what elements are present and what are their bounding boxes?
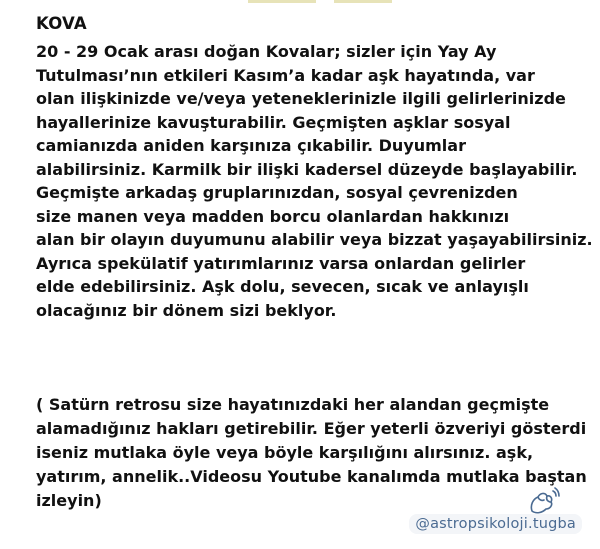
- paragraph-line: olacağınız bir dönem sizi beklyor.: [36, 300, 337, 320]
- note-line: iseniz mutlaka öyle veya böyle karşılığını alırsınız. aşk,: [36, 443, 534, 462]
- saturn-retro-note: [36, 393, 587, 513]
- paragraph-line: Ayrıca spekülatif yatırımlarınız varsa onlardan gelirler: [36, 253, 526, 273]
- paragraph-line: alabilirsiniz. Karmilk bir ilişki kadersel düzeyde başlayabilir.: [36, 159, 578, 179]
- paragraph-line: 20 - 29 Ocak arası doğan Kovalar; sizler için Yay Ay: [36, 42, 497, 61]
- paragraph-line: elde edebilirsiniz. Aşk dolu, sevecen, sıcak ve anlayışlı: [36, 277, 529, 296]
- watermark-handle: @astropsikoloji.tugba: [409, 514, 582, 534]
- paragraph-line: Geçmişte arkadaş gruplarınızdan, sosyal çevrenizden: [36, 183, 518, 202]
- paragraph-line: camianızda aniden karşınıza çıkabilir. Duyumlar: [36, 136, 466, 155]
- instagram-watermark: [409, 509, 582, 539]
- note-line: yatırım, annelik..Videosu Youtube kanalımda mutlaka baştan: [36, 467, 587, 486]
- paragraph-line: hayallerinize kavuşturabilir. Geçmişten aşklar sosyal: [36, 112, 511, 132]
- top-decorative-rule-right: [334, 0, 392, 3]
- paragraph-line: size manen veya madden borcu olanlardan hakkınızı: [36, 206, 510, 226]
- paragraph-line: Tutulması’nın etkileri Kasım’a kadar aşk hayatında, var: [36, 65, 535, 85]
- top-decorative-rule-left: [248, 0, 316, 3]
- note-line: ( Satürn retrosu size hayatınızdaki her alandan geçmişte: [36, 395, 550, 414]
- paragraph-line: alan bir olayın duyumunu alabilir veya bizzat yaşayabilirsiniz.: [36, 230, 593, 249]
- note-line: alamadığınız hakları getirebilir. Eğer yeterli özveriyi gösterdi: [36, 419, 587, 438]
- note-line: izleyin): [36, 491, 102, 510]
- zodiac-heading: KOVA: [36, 14, 87, 33]
- horoscope-paragraph: [36, 40, 593, 322]
- paragraph-line: olan ilişkinizde ve/veya yeteneklerinizle ilgili gelirlerinizde: [36, 89, 566, 108]
